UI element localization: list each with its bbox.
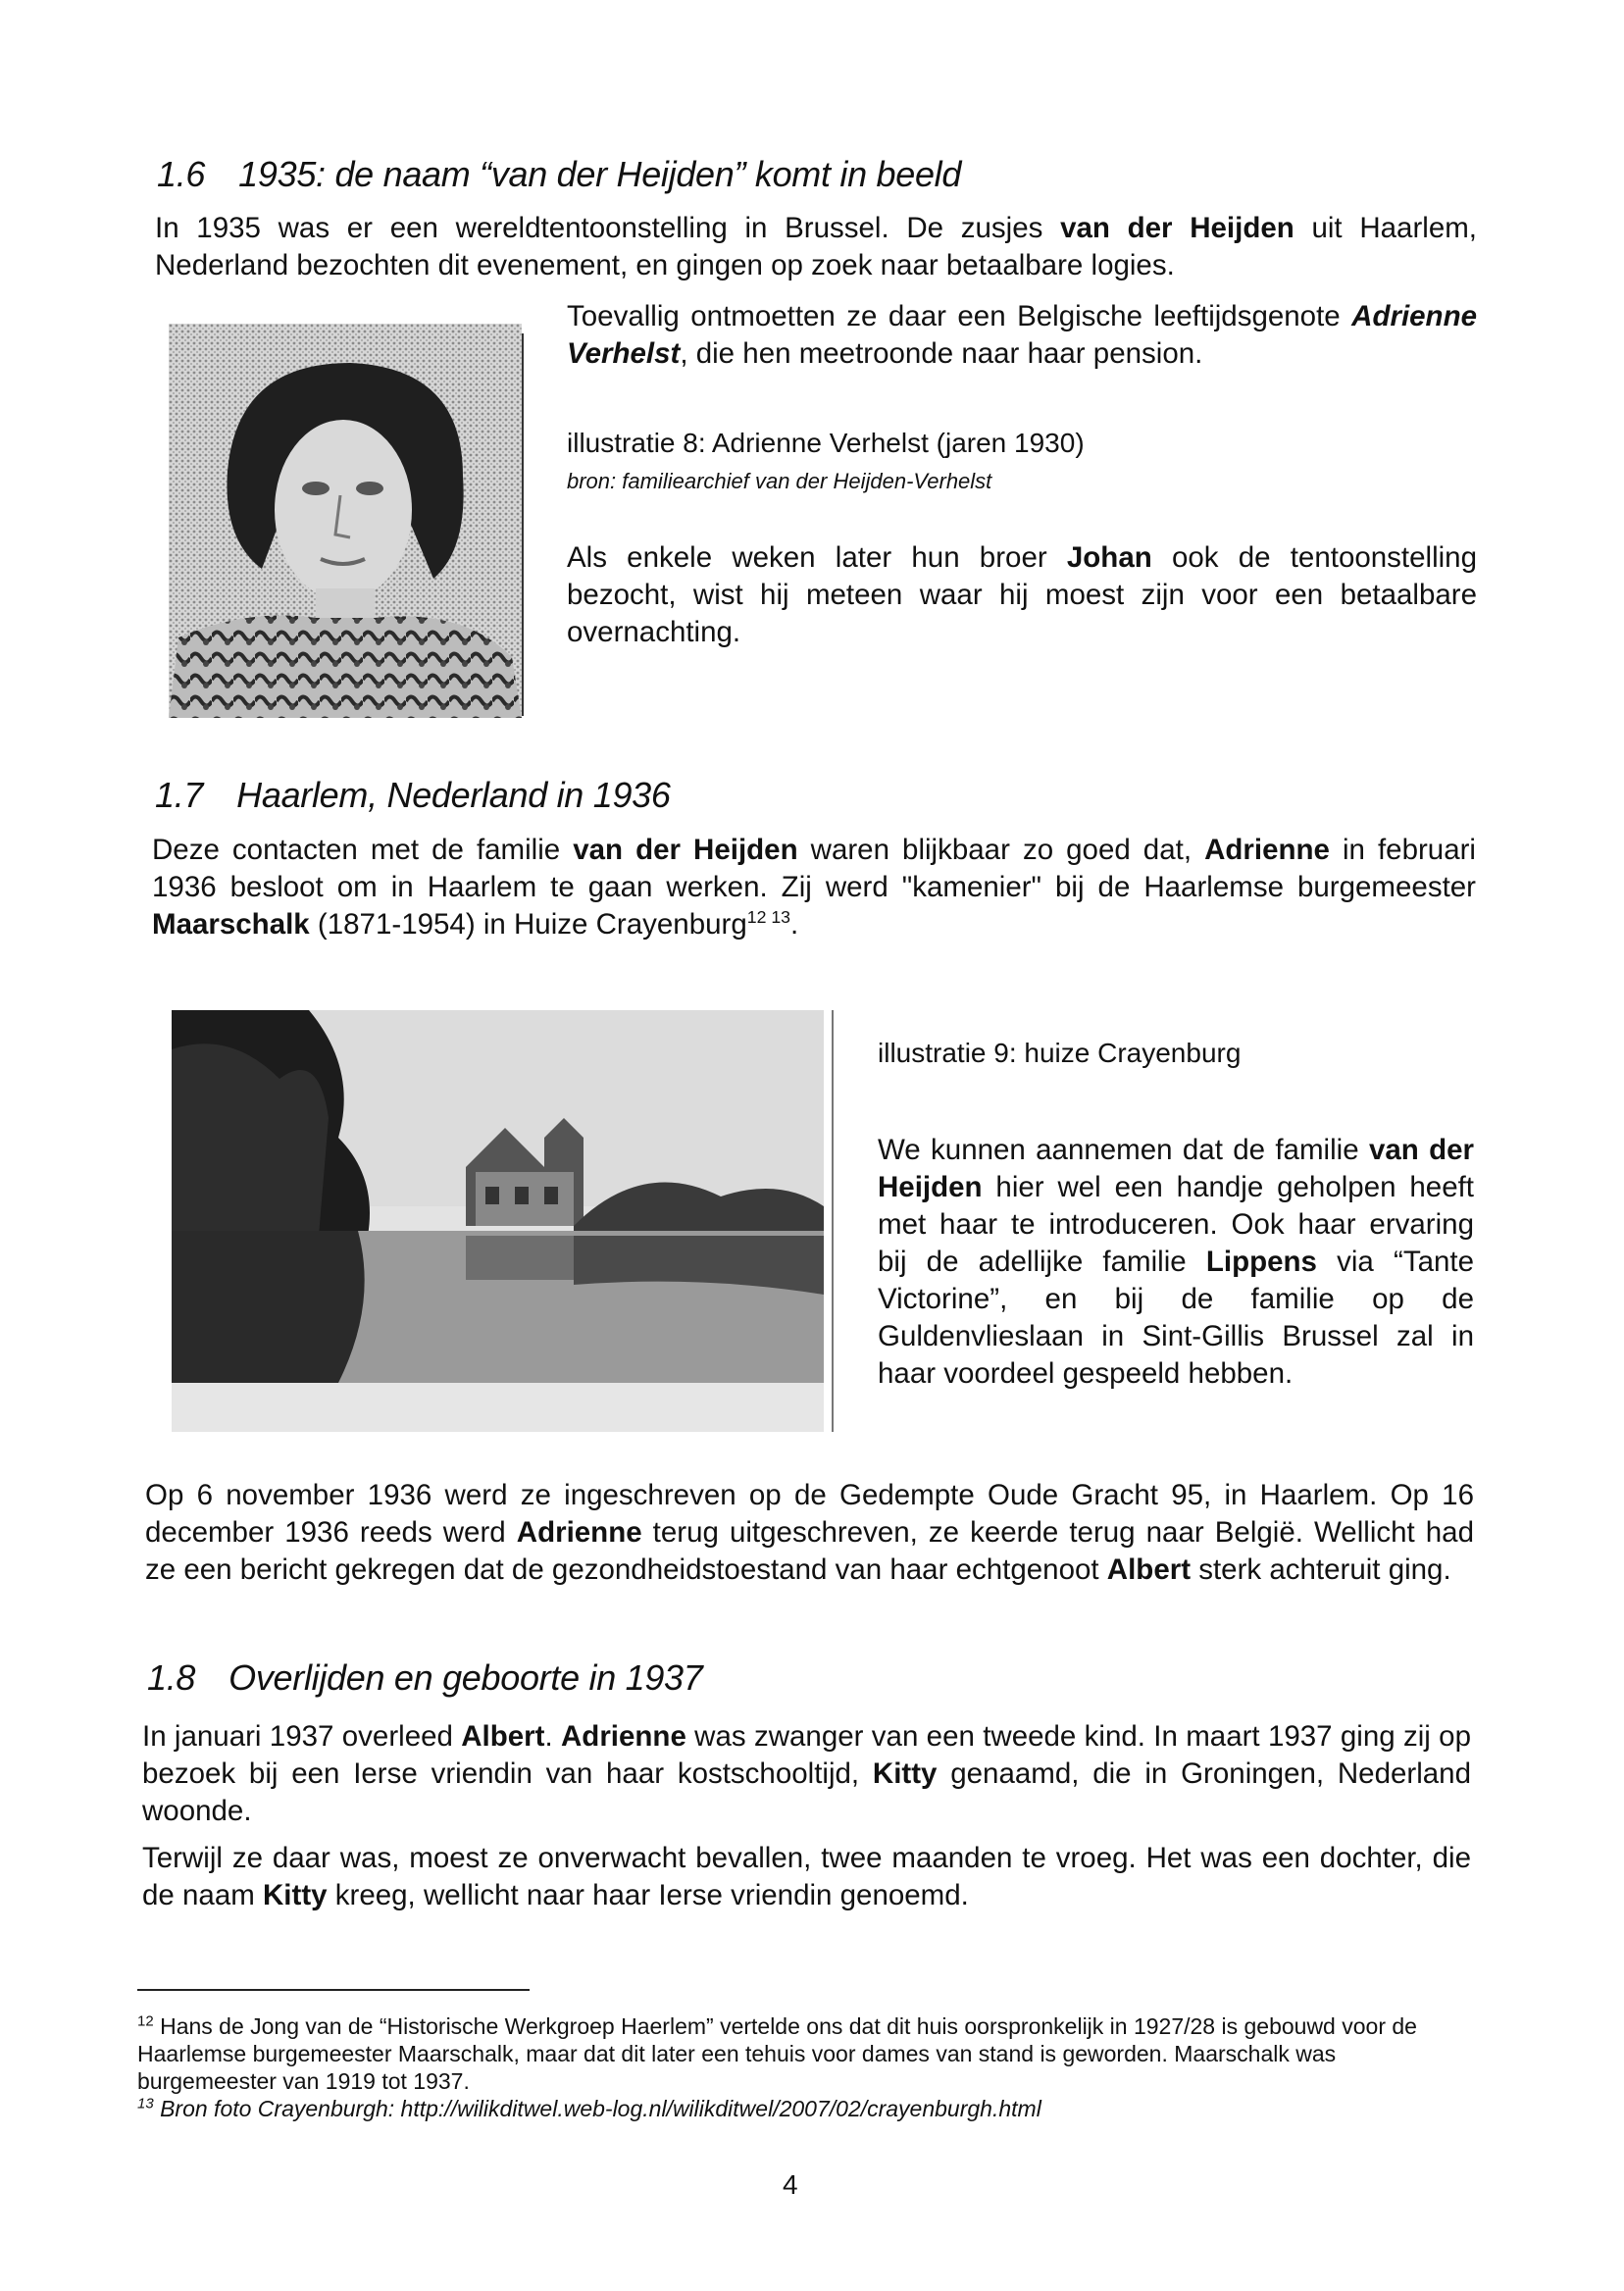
section-heading-1-6 <box>157 154 961 195</box>
text-run: We kunnen aannemen dat de familie <box>878 1134 1369 1166</box>
text-run: (1871-1954) in Huize Crayenburg <box>309 908 747 941</box>
paragraph-1-8-birth <box>142 1840 1471 1914</box>
section-title: 1935: de naam “van der Heijden” komt in beeld <box>238 154 962 194</box>
text-run: Als enkele weken later hun broer <box>567 541 1067 574</box>
text-run: terug uitgeschreven, ze keerde terug naar België. Wellicht had ze een bericht gekregen dat de gezondheidstoestand van haar echtgenoot <box>145 1516 1474 1586</box>
paragraph-1-7-registration <box>145 1477 1474 1589</box>
bold-name: van der Heijden <box>878 1134 1475 1203</box>
bold-name: Kitty <box>872 1757 938 1790</box>
text-run: uit Haarlem, Nederland bezochten dit evenement, en gingen op zoek naar betaalbare logies. <box>155 212 1477 281</box>
footnote-mark: 13 <box>137 2095 154 2113</box>
text-run: . <box>544 1720 561 1753</box>
bold-name: Albert <box>1106 1553 1192 1586</box>
text-run: in februari 1936 besloot om in Haarlem te gaan werken. Zij werd "kamenier" bij de Haarlemse burgemeester <box>152 834 1476 903</box>
section-number: 1.8 <box>147 1657 196 1698</box>
text-run: . <box>790 908 799 941</box>
caption-illustratie-9: illustratie 9: huize Crayenburg <box>878 1038 1242 1068</box>
section-title: Overlijden en geboorte in 1937 <box>228 1657 703 1698</box>
section-heading-1-7 <box>155 775 671 816</box>
photo-border <box>832 1010 834 1432</box>
paragraph-1-6-intro <box>155 210 1477 284</box>
paragraph-1-8-death <box>142 1718 1471 1830</box>
text-run: Deze contacten met de familie <box>152 834 574 866</box>
bold-name: Adrienne <box>1204 834 1330 866</box>
text-run: waren blijkbaar zo goed dat, <box>797 834 1205 866</box>
footnote-reference: 12 13 <box>746 907 791 928</box>
section-title: Haarlem, Nederland in 1936 <box>236 775 671 815</box>
footnote-12 <box>137 2012 1461 2095</box>
section-number: 1.7 <box>155 775 204 815</box>
bold-name: Albert <box>461 1720 545 1753</box>
crayenburg-photo <box>172 1010 824 1432</box>
text-run: In januari 1937 overleed <box>142 1720 462 1753</box>
paragraph-1-6-meeting <box>567 298 1477 373</box>
text-run: via “Tante Victorine”, en bij de familie op de Guldenvlieslaan in Sint-Gillis Brussel zal in haar voordeel gespeeld hebben. <box>878 1246 1474 1390</box>
text-run: In 1935 was er een wereldtentoonstelling in Brussel. De zusjes <box>155 212 1061 244</box>
portrait-photo <box>169 324 522 718</box>
footnote-mark: 12 <box>137 2012 154 2030</box>
bold-name: van der Heijden <box>1060 212 1294 244</box>
text-run: sterk achteruit ging. <box>1191 1553 1451 1586</box>
bold-name: Kitty <box>263 1879 328 1911</box>
bold-name: Adrienne <box>516 1516 642 1549</box>
photo-border <box>522 333 524 716</box>
text-run: , die hen meetroonde naar haar pension. <box>680 337 1203 370</box>
text-run: kreeg, wellicht naar haar Ierse vriendin genoemd. <box>327 1879 969 1911</box>
text-run: ook de tentoonstelling bezocht, wist hij meteen waar hij moest zijn voor een betaalbare overnachting. <box>567 541 1477 648</box>
footnote-13 <box>137 2095 1461 2122</box>
text-run: hier wel een handje geholpen heeft met haar te introduceren. Ook haar ervaring bij de adellijke familie <box>878 1171 1474 1278</box>
caption-source: bron: familiearchief van der Heijden-Verhelst <box>567 469 992 493</box>
crayenburg-image <box>172 1010 824 1432</box>
text-run: genaamd, die in Groningen, Nederland woonde. <box>142 1757 1471 1827</box>
footnote-text: Hans de Jong van de “Historische Werkgroep Haerlem” vertelde ons dat dit huis oorspronkelijk in 1927/28 is gebouwd voor de Haarlemse burgemeester Maarschalk, maar dat dit later een tehuis voor dames van stand is geworden. Maarschalk was burgemeester van 1919 tot 1937. <box>137 2013 1417 2094</box>
paragraph-1-7-family <box>878 1132 1474 1393</box>
bold-name: Johan <box>1066 541 1152 574</box>
footnote-rule <box>137 1989 530 1991</box>
section-number: 1.6 <box>157 154 206 194</box>
bold-name: Adrienne <box>561 1720 686 1753</box>
bold-name: van der Heijden <box>573 834 798 866</box>
text-run: was zwanger van een tweede kind. In maart 1937 ging zij op bezoek bij een Ierse vriendin van haar kostschooltijd, <box>142 1720 1471 1790</box>
page-number: 4 <box>783 2169 798 2200</box>
paragraph-1-6-johan <box>567 539 1477 651</box>
footnote-text: Bron foto Crayenburgh: http://wilikditwel.web-log.nl/wilikditwel/2007/02/crayenburgh.html <box>160 2096 1041 2121</box>
text-run: Op 6 november 1936 werd ze ingeschreven op de Gedempte Oude Gracht 95, in Haarlem. Op 16 december 1936 reeds werd <box>145 1479 1474 1549</box>
bold-name: Lippens <box>1205 1246 1317 1278</box>
section-heading-1-8 <box>147 1657 703 1699</box>
paragraph-1-7-intro <box>152 832 1476 943</box>
portrait-image <box>169 324 522 718</box>
bold-name: Adrienne Verhelst <box>567 300 1477 370</box>
caption-illustratie-8: illustratie 8: Adrienne Verhelst (jaren 1930) <box>567 428 1085 458</box>
text-run: Toevallig ontmoetten ze daar een Belgische leeftijdsgenote <box>567 300 1352 332</box>
text-run: Terwijl ze daar was, moest ze onverwacht bevallen, twee maanden te vroeg. Het was een dochter, die de naam <box>142 1842 1471 1911</box>
bold-name: Maarschalk <box>152 908 310 941</box>
